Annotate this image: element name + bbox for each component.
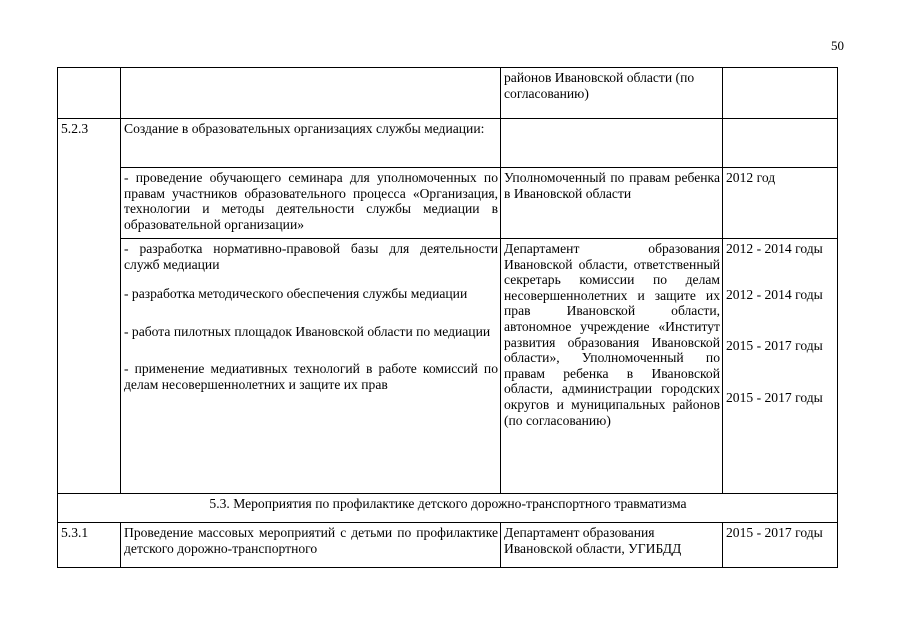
table-row [58, 168, 838, 239]
activity-text: Проведение массовых мероприятий с детьми по профилактике детского дорожно-транспортного [124, 525, 498, 556]
cell-activity: - проведение обучающего семинара для уполномоченных по правам участников образовательного процесса «Организация, технологии и методы деятельности службы медиации в образовательной организации» [121, 168, 501, 239]
cell-executor: Уполномоченный по правам ребенка в Ивановской области [501, 168, 723, 239]
period-item: 2015 - 2017 годы [726, 338, 823, 354]
cell-executor [501, 119, 723, 168]
page-number: 50 [831, 38, 844, 53]
cell-period [723, 119, 838, 168]
activities-table [57, 67, 838, 568]
cell-activity [121, 523, 501, 568]
list-item: - разработка нормативно-правовой базы для деятельности служб медиации [124, 241, 498, 272]
cell-period-list [723, 239, 838, 494]
cell-executor: Департамент образования Ивановской области, ответственный секретарь комиссии по делам несовершеннолетних и защите их прав Ивановской области, автономное учреждение «Институт развития образования Ивановской области», Уполномоченный по правам ребенка в Ивановской области, администрации городских округов и муниципальных районов (по согласованию) [501, 239, 723, 494]
table-row [58, 68, 838, 119]
cell-period [723, 68, 838, 119]
table-row [58, 239, 838, 494]
cell-executor: Департамент образования Ивановской области, УГИБДД [501, 523, 723, 568]
list-item: - применение медиативных технологий в работе комиссий по делам несовершеннолетних и защите их прав [124, 361, 498, 392]
table-row [58, 119, 838, 168]
cell-activity [121, 68, 501, 119]
list-item: - работа пилотных площадок Ивановской области по медиации [124, 323, 491, 339]
cell-activity: Создание в образовательных организациях службы медиации: [121, 119, 501, 168]
section-row [58, 494, 838, 523]
cell-number: 5.2.3 [58, 119, 121, 494]
period-item: 2012 - 2014 годы [726, 241, 823, 256]
cell-number: 5.3.1 [58, 523, 121, 568]
list-item: - разработка методического обеспечения службы медиации [124, 286, 468, 302]
cell-activity-list [121, 239, 501, 494]
cell-number [58, 68, 121, 119]
cell-period: 2015 - 2017 годы [723, 523, 838, 568]
period-item: 2012 - 2014 годы [726, 286, 823, 302]
cell-period: 2012 год [723, 168, 838, 239]
table-row [58, 523, 838, 568]
cell-executor: районов Ивановской области (по согласованию) [501, 68, 723, 119]
period-item: 2015 - 2017 годы [726, 389, 823, 405]
section-title: 5.3. Мероприятия по профилактике детского дорожно-транспортного травматизма [58, 494, 838, 523]
